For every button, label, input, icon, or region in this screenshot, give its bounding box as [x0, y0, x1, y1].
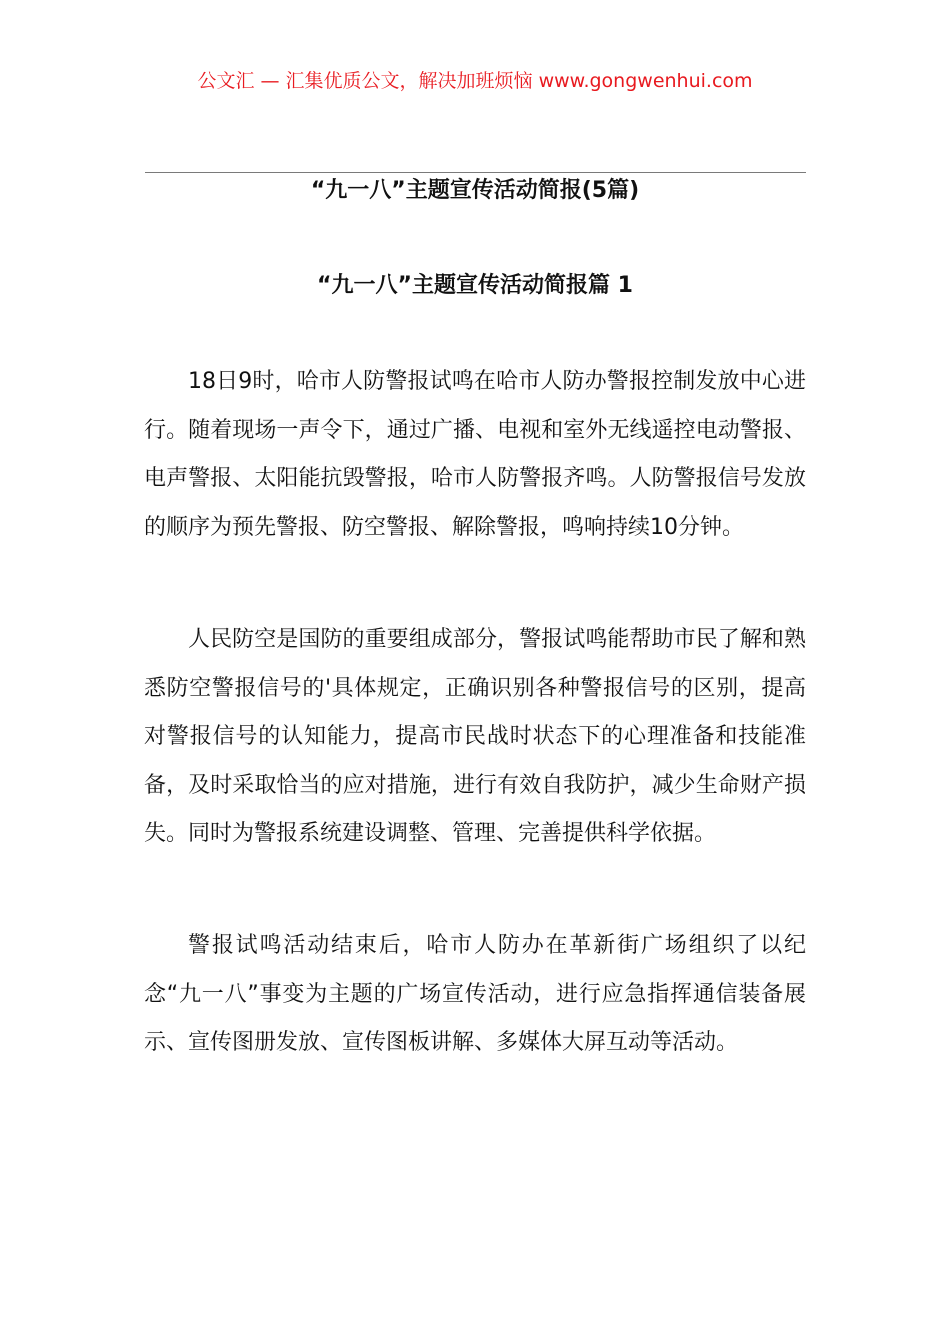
- section-heading: “九一八”主题宣传活动简报篇 1: [317, 273, 633, 298]
- paragraph: 警报试鸣活动结束后，哈市人防办在革新街广场组织了以纪念“九一八”事变为主题的广场宣传活动，进行应急指挥通信装备展示、宣传图册发放、宣传图板讲解、多媒体大屏互动等活动。: [144, 933, 806, 1055]
- paragraph: 人民防空是国防的重要组成部分，警报试鸣能帮助市民了解和熟悉防空警报信号的'具体规定，正确识别各种警报信号的区别，提高对警报信号的认知能力，提高市民战时状态下的心理准备和技能准备，及时采取恰当的应对措施，进行有效自我防护，减少生命财产损失。同时为警报系统建设调整、管理、完善提供科学依据。: [144, 627, 806, 846]
- document-title: “九一八”主题宣传活动简报(5篇): [310, 178, 640, 203]
- paragraph: 18日9时，哈市人防警报试鸣在哈市人防办警报控制发放中心进行。随着现场一声令下，通过广播、电视和室外无线遥控电动警报、电声警报、太阳能抗毁警报，哈市人防警报齐鸣。人防警报信号发放的顺序为预先警报、防空警报、解除警报，鸣响持续10分钟。: [144, 369, 806, 540]
- header-banner: 公文汇 — 汇集优质公文，解决加班烦恼 www.gongwenhui.com: [197, 70, 753, 92]
